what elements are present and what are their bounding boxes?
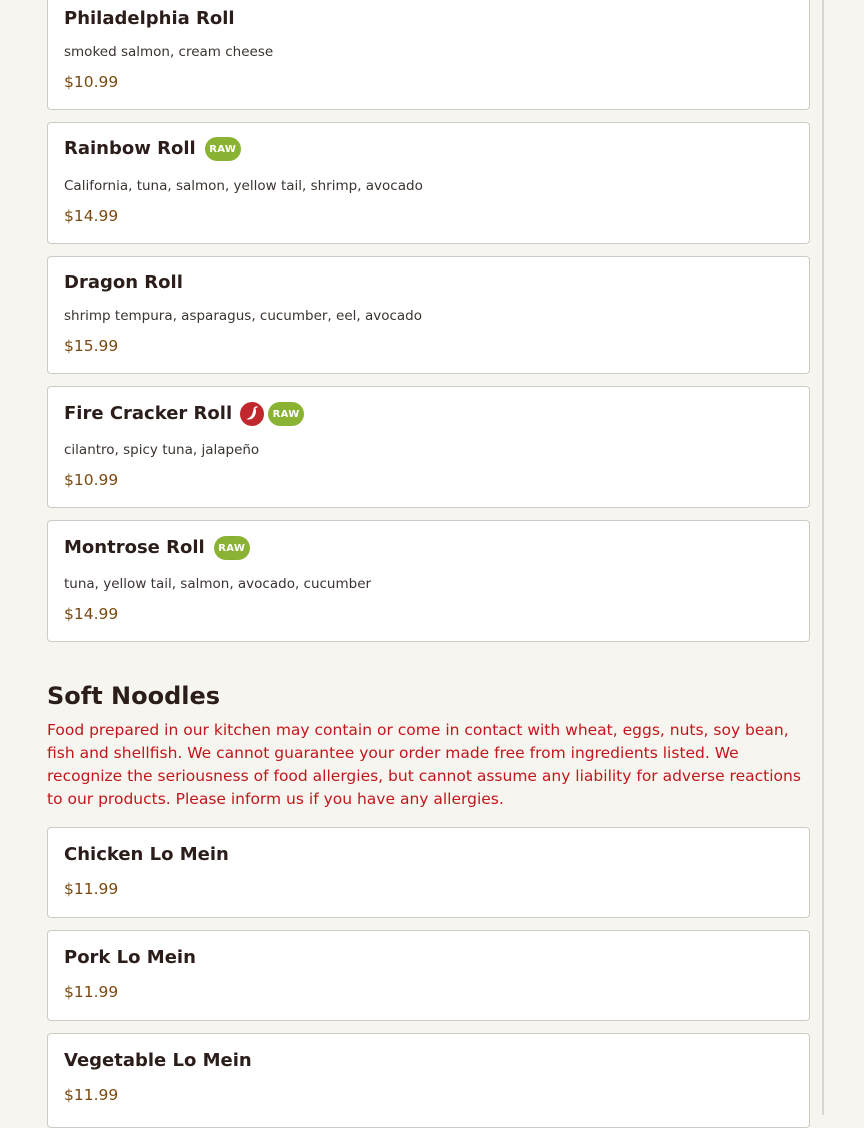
- menu-item-card[interactable]: [47, 386, 810, 508]
- item-price: $15.99: [64, 337, 119, 355]
- item-name: Dragon Roll: [64, 272, 183, 293]
- menu-item-card[interactable]: [47, 122, 810, 244]
- item-price: $10.99: [64, 471, 119, 489]
- chili-pepper-icon: [240, 402, 264, 426]
- raw-badge: RAW: [214, 536, 250, 560]
- item-price: $10.99: [64, 73, 119, 91]
- item-name: Montrose Roll: [64, 537, 205, 558]
- section-title: Soft Noodles: [47, 682, 221, 710]
- item-name: Rainbow Roll: [64, 138, 196, 159]
- item-description: tuna, yellow tail, salmon, avocado, cucumber: [64, 576, 372, 592]
- raw-badge: RAW: [205, 137, 241, 161]
- item-description: shrimp tempura, asparagus, cucumber, eel, avocado: [64, 308, 423, 324]
- menu-item-card[interactable]: [47, 256, 810, 374]
- raw-badge: RAW: [268, 402, 304, 426]
- item-description: smoked salmon, cream cheese: [64, 44, 274, 60]
- item-description: cilantro, spicy tuna, jalapeño: [64, 442, 260, 458]
- menu-item-card[interactable]: [47, 0, 810, 110]
- menu-item-card[interactable]: [47, 930, 810, 1021]
- item-name: Philadelphia Roll: [64, 8, 235, 29]
- item-description: California, tuna, salmon, yellow tail, shrimp, avocado: [64, 178, 423, 194]
- item-price: $11.99: [64, 983, 119, 1001]
- menu-item-card[interactable]: [47, 520, 810, 642]
- item-price: $11.99: [64, 880, 119, 898]
- item-name: Pork Lo Mein: [64, 947, 196, 968]
- item-price: $14.99: [64, 207, 119, 225]
- item-price: $11.99: [64, 1086, 119, 1104]
- item-price: $14.99: [64, 605, 119, 623]
- item-name: Chicken Lo Mein: [64, 844, 229, 865]
- item-name: Fire Cracker Roll: [64, 403, 233, 424]
- menu-item-card[interactable]: [47, 1033, 810, 1128]
- allergy-notice: Food prepared in our kitchen may contain or come in contact with wheat, eggs, nuts, soy bean, fish and shellfish. We cannot guarantee your order made free from ingredients listed. We recognize the seriousness of food allergies, but cannot assume any liability for adverse reactions to our products. Please inform us if you have any allergies.: [47, 721, 801, 808]
- menu-item-card[interactable]: [47, 827, 810, 918]
- item-name: Vegetable Lo Mein: [64, 1050, 252, 1071]
